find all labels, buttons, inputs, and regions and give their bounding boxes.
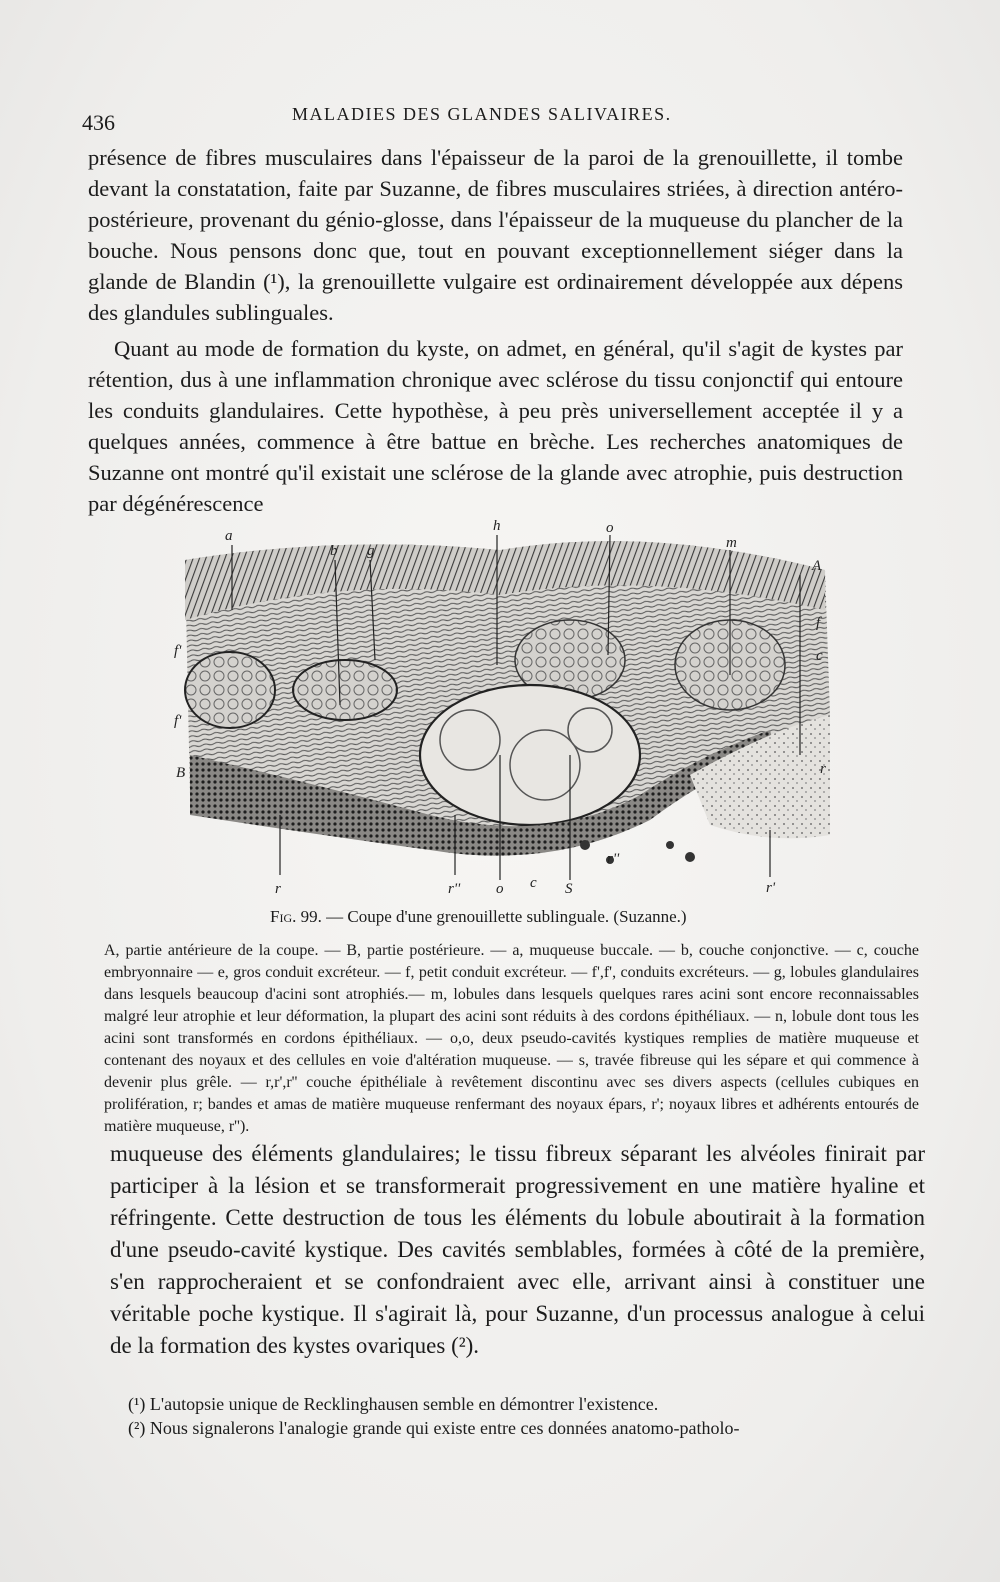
label-g: g: [367, 543, 375, 559]
label-r-bottom: r: [275, 881, 281, 897]
label-f-prime-1: f': [174, 643, 182, 659]
figure-caption-text: — Coupe d'une grenouillette sublinguale. (Suzanne.): [326, 907, 687, 926]
label-f: f: [816, 615, 821, 631]
footnotes: [128, 1392, 928, 1440]
running-title: MALADIES DES GLANDES SALIVAIRES.: [292, 104, 672, 124]
label-c: c: [816, 648, 823, 664]
label-A: A: [812, 558, 822, 574]
label-f-prime-2: f': [174, 713, 182, 729]
label-B: B: [176, 765, 186, 781]
footnote-2: (²) Nous signalerons l'analogie grande qui existe entre ces données anatomo-patholo-: [128, 1418, 740, 1438]
label-h: h: [493, 518, 501, 534]
page-number: 436: [82, 110, 115, 135]
label-m: m: [726, 535, 737, 551]
figure-99-illustration: [170, 515, 840, 900]
label-c-bottom: c: [530, 875, 537, 891]
paragraph-1: présence de fibres musculaires dans l'épaisseur de la paroi de la grenouillette, il tombe devant la constatation, faite par Suzanne, de fibres musculaires striées, à direction antéro-postérieure, provenant du génio-glosse, dans l'épaisseur de la muqueuse du plancher de la bouche. Nous pensons donc que, tout en pouvant exceptionnellement siéger dans la glande de Blandin (¹), la grenouillette vulgaire est ordinairement développée aux dépens des glandules sublinguales.: [88, 145, 903, 325]
label-s: S: [565, 881, 573, 897]
label-o-top: o: [606, 520, 614, 536]
page-header: [82, 104, 882, 134]
label-r-right: r: [820, 761, 826, 777]
label-r-double-prime: r'': [448, 881, 461, 897]
paragraph-2: Quant au mode de formation du kyste, on admet, en général, qu'il s'agit de kystes par rétention, dus à une inflammation chronique avec sclérose du tissu conjonctif qui entoure les conduits glandulaires. Cette hypothèse, à peu près universellement acceptée il y a quelques années, commence à être battue en brèche. Les recherches anatomiques de Suzanne ont montré qu'il existait une sclérose de la glande avec atrophie, puis destruction par dégénérescence: [88, 336, 903, 516]
label-r-double-prime-small: r'': [607, 851, 620, 867]
figure-number: Fig. 99.: [270, 907, 322, 926]
histology-engraving: [170, 515, 840, 900]
label-a: a: [225, 528, 233, 544]
footnote-1: (¹) L'autopsie unique de Recklinghausen semble en démontrer l'existence.: [128, 1394, 659, 1414]
label-b: b: [330, 543, 338, 559]
figure-caption: [270, 907, 790, 927]
label-r-prime: r': [766, 880, 776, 896]
label-o-bottom: o: [496, 881, 504, 897]
paragraph-3: muqueuse des éléments glandulaires; le tissu fibreux séparant les alvéoles finirait par participer à la lésion et se transformerait progressivement en une matière hyaline et réfringente. Cette destruction de tous les éléments du lobule aboutirait à la formation d'une pseudo-cavité kystique. Des cavités semblables, formées à côté de la première, s'en rapprocheraient et se confondraient avec elle, arrivant ainsi à constituer une véritable poche kystique. Il s'agirait là, pour Suzanne, d'un processus analogue à celui de la formation des kystes ovariques (²).: [110, 1141, 925, 1358]
figure-legend: A, partie antérieure de la coupe. — B, partie postérieure. — a, muqueuse buccale. — b, couche conjonctive. — c, couche embryonnaire — e, gros conduit excréteur. — f, petit conduit excréteur. — f',f', conduits excréteurs. — g, lobules glandulaires dans lesquels beaucoup d'acini sont atrophiés.— m, lobules dans lesquels quelques rares acini sont encore reconnaissables malgré leur atrophie et leur déformation, la plupart des acini sont réduits à des cordons épithéliaux. — n, lobule dont tous les acini sont transformés en cordons épithéliaux. — o,o, deux pseudo-cavités kystiques remplies de matière muqueuse et contenant des noyaux et des cellules en voie d'altération muqueuse. — s, travée fibreuse qui les sépare et qui commence à devenir plus grêle. — r,r',r'' couche épithéliale à revêtement discontinu avec ses divers aspects (cellules cubiques en prolifération, r; bandes et amas de matière muqueuse renfermant des noyaux épars, r'; noyaux libres et adhérents entourés de matière muqueuse, r'').: [104, 942, 919, 1135]
